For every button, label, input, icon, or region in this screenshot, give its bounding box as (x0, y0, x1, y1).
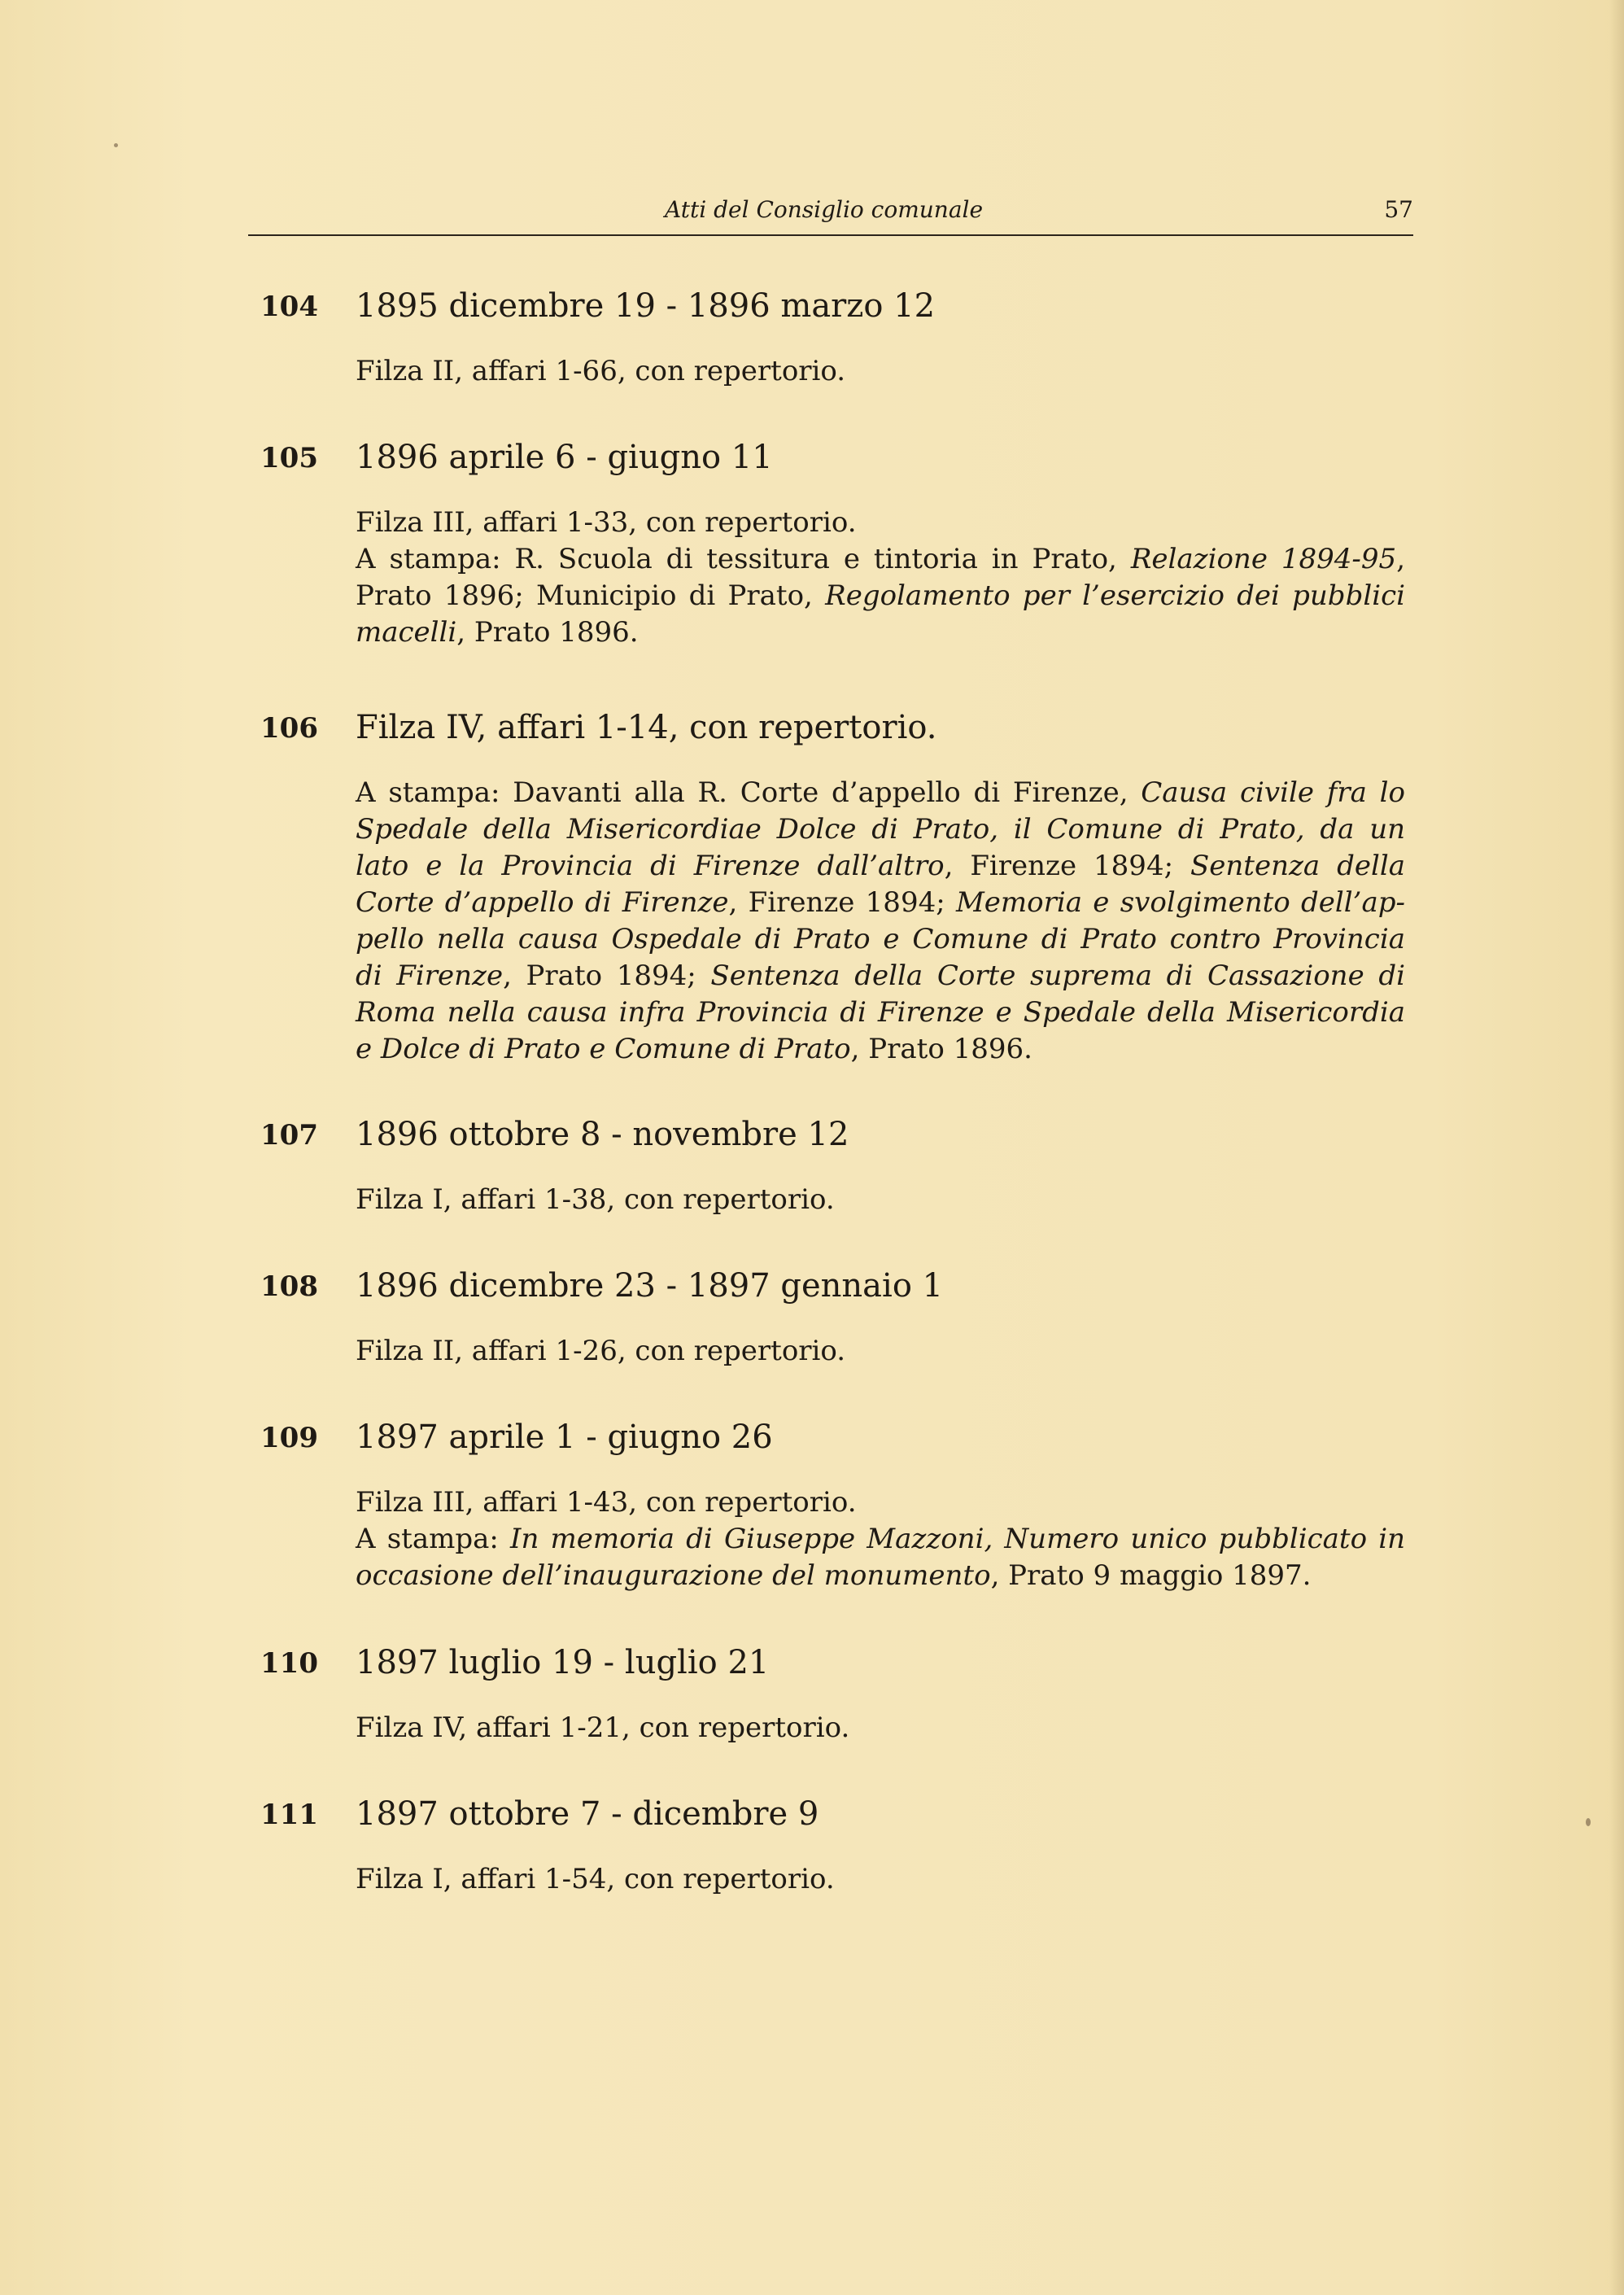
publication-title: occasione dell’inaugurazione del monumento (356, 1559, 991, 1592)
entry-description-title: Filza IV, affari 1-14, con repertorio. (356, 709, 937, 746)
entry-number: 108 (260, 1270, 318, 1303)
entry-description (356, 353, 1405, 390)
running-title: Atti del Consiglio comunale (665, 196, 984, 223)
publication-prefix: A stampa: R. Scuola di tessitura e tintoria in Prato, (356, 543, 1131, 575)
publication-place-date: , Firenze 1894; (944, 850, 1190, 882)
entry-line: Filza II, affari 1-66, con repertorio. (356, 355, 846, 387)
publication-title: Memoria e svolgimento dell’ap- (955, 886, 1405, 919)
entry-number: 110 (260, 1647, 318, 1680)
entry-line: Filza III, affari 1-43, con repertorio. (356, 1486, 857, 1519)
entry-line (356, 958, 1405, 994)
paper-speck (114, 143, 118, 147)
publication-title: Sentenza della Corte suprema di Cassazione di (710, 960, 1406, 992)
entry-description (356, 1333, 1405, 1370)
entry-date-range: 1895 dicembre 19 - 1896 marzo 12 (356, 287, 936, 325)
publication-prefix: A stampa: Davanti alla R. Corte d’appello di Firenze, (356, 776, 1142, 809)
entry-description (356, 1710, 1405, 1746)
publication-prefix: A stampa: (356, 1523, 511, 1555)
entry-date-range: 1896 ottobre 8 - novembre 12 (356, 1116, 849, 1153)
entry-line: Spedale della Misericordiae Dolce di Prato, il Comune di Prato, da un (356, 813, 1405, 846)
entry-line (356, 1558, 1405, 1594)
entry-date-range: 1896 aprile 6 - giugno 11 (356, 439, 773, 476)
publication-title: macelli (356, 616, 457, 649)
entry-number: 107 (260, 1119, 318, 1152)
entry-date-range: 1897 luglio 19 - luglio 21 (356, 1644, 770, 1681)
entry-date-range: 1897 ottobre 7 - dicembre 9 (356, 1795, 819, 1833)
entry-number: 106 (260, 712, 318, 745)
entry-line: Filza III, affari 1-33, con repertorio. (356, 506, 857, 539)
publication-place-date: , Prato 1894; (503, 960, 711, 992)
entry-line (356, 614, 1405, 651)
entry-line (356, 1521, 1405, 1558)
entry-number: 105 (260, 442, 318, 474)
publication-title: Relazione 1894-95 (1130, 543, 1397, 575)
entry-description (356, 1861, 1405, 1898)
publication-suffix: , (1396, 543, 1405, 575)
publication-place-date: , Firenze 1894; (728, 886, 956, 919)
page-header (248, 194, 1413, 236)
publication-title: Causa civile fra lo (1141, 776, 1405, 809)
entry-line: Filza I, affari 1-38, con repertorio. (356, 1183, 835, 1216)
publication-title: In memoria di Giuseppe Mazzoni, Numero unico pubblicato in (510, 1523, 1406, 1555)
entry-number: 111 (260, 1799, 318, 1831)
entry-line (356, 1031, 1405, 1068)
entry-number: 109 (260, 1422, 318, 1454)
entry-date-range: 1897 aprile 1 - giugno 26 (356, 1419, 773, 1456)
publication-title: e Dolce di Prato e Comune di Prato (356, 1033, 851, 1065)
entry-line: Filza IV, affari 1-21, con repertorio. (356, 1711, 850, 1744)
entry-description (356, 505, 1405, 651)
entry-description (356, 775, 1405, 1068)
entry-line (356, 848, 1405, 885)
entry-line: Filza I, affari 1-54, con repertorio. (356, 1863, 835, 1895)
publication-prefix: Prato 1896; Municipio di Prato, (356, 579, 826, 612)
page-edge-shadow (1609, 0, 1624, 2295)
publication-title: Regolamento per l’esercizio dei pubblici (825, 579, 1405, 612)
entry-line (356, 578, 1405, 614)
entry-line (356, 775, 1405, 811)
publication-title: Sentenza della (1190, 850, 1406, 882)
paper-speck (1586, 1818, 1591, 1826)
entry-line: pello nella causa Ospedale di Prato e Comune di Prato contro Provincia (356, 923, 1405, 955)
publication-title: di Firenze (356, 960, 504, 992)
entry-description (356, 1182, 1405, 1218)
entry-line (356, 541, 1405, 578)
entry-line (356, 885, 1405, 921)
publication-title: Corte d’appello di Firenze (356, 886, 729, 919)
publication-suffix: , Prato 9 maggio 1897. (990, 1559, 1312, 1592)
entry-description (356, 1484, 1405, 1594)
page-number: 57 (1384, 196, 1413, 223)
publication-suffix: , Prato 1896. (456, 616, 639, 649)
publication-title: lato e la Provincia di Firenze dall’altro (356, 850, 945, 882)
entry-number: 104 (260, 291, 318, 323)
entry-line: Filza II, affari 1-26, con repertorio. (356, 1335, 846, 1367)
publication-suffix: , Prato 1896. (850, 1033, 1032, 1065)
entry-date-range: 1896 dicembre 23 - 1897 gennaio 1 (356, 1267, 944, 1305)
entry-line: Roma nella causa infra Provincia di Firenze e Spedale della Misericordia (356, 996, 1405, 1029)
